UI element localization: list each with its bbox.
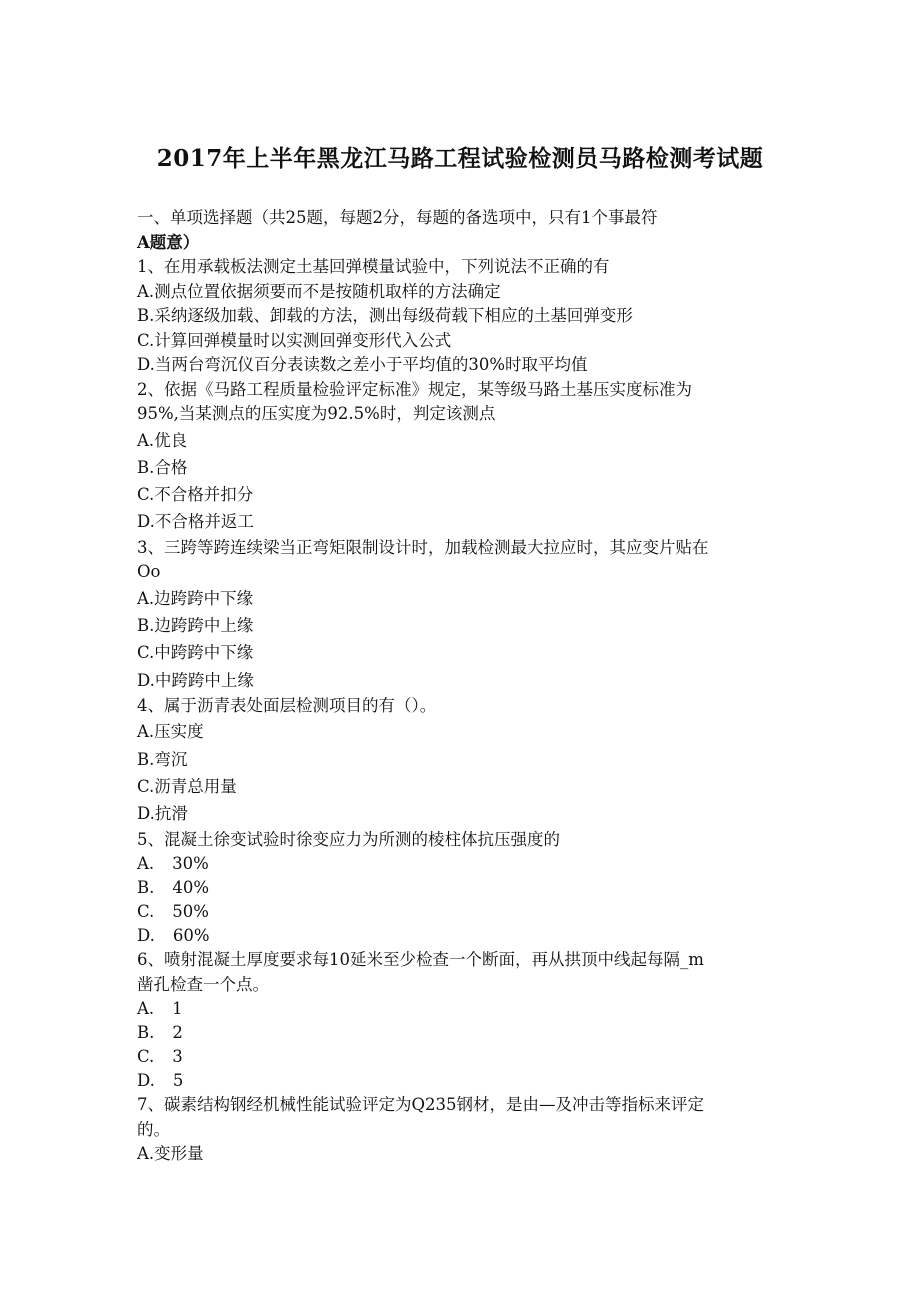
option-d: D.抗滑 bbox=[137, 804, 188, 824]
option-c: C.中跨跨中下缘 bbox=[137, 643, 254, 663]
question-4 bbox=[137, 694, 787, 828]
option-c: C.不合格并扣分 bbox=[137, 485, 254, 505]
option-value: 5 bbox=[172, 1071, 184, 1091]
option-a bbox=[137, 997, 787, 1021]
option-a: A.压实度 bbox=[137, 722, 204, 742]
option-value: 50% bbox=[172, 902, 209, 922]
option-d: D.当两台弯沉仪百分表读数之差小于平均值的30%时取平均值 bbox=[137, 355, 588, 374]
option-value: 30% bbox=[172, 854, 209, 874]
question-stem: 6、喷射混凝土厚度要求每10延米至少检查一个断面，再从拱顶中线起每隔_m bbox=[137, 950, 704, 970]
question-5 bbox=[137, 828, 787, 949]
option-a: A.边跨跨中下缘 bbox=[137, 588, 254, 608]
option-b: B.合格 bbox=[137, 457, 188, 477]
document-title: 2017年上半年黑龙江马路工程试验检测员马路检测考试题 bbox=[156, 145, 764, 172]
option-letter: B. bbox=[137, 1023, 155, 1043]
question-stem-continued: 的。 bbox=[137, 1119, 170, 1139]
option-d: D.中跨跨中上缘 bbox=[137, 670, 254, 690]
document-body bbox=[137, 206, 787, 1167]
option-value: 1 bbox=[172, 999, 183, 1019]
option-letter: C. bbox=[137, 902, 155, 922]
option-value: 40% bbox=[172, 878, 210, 898]
option-b: B.边跨跨中上缘 bbox=[137, 615, 254, 635]
option-b bbox=[137, 1021, 787, 1045]
option-a: A.优良 bbox=[137, 430, 188, 450]
question-1 bbox=[137, 255, 787, 378]
question-7 bbox=[137, 1093, 787, 1167]
option-b: B.采纳逐级加载、卸载的方法，测出每级荷载下相应的土基回弹变形 bbox=[137, 306, 633, 325]
section-heading-line-1: 一、单项选择题（共25题，每题2分，每题的备选项中，只有1个事最符 bbox=[137, 208, 658, 227]
option-a: A.变形量 bbox=[137, 1144, 204, 1164]
section-heading-line-2: A题意） bbox=[137, 232, 200, 252]
question-stem: 2、依据《马路工程质量检验评定标准》规定，某等级马路土基压实度标准为 bbox=[137, 379, 692, 399]
option-d: D.不合格并返工 bbox=[137, 512, 254, 532]
question-3 bbox=[137, 536, 787, 694]
option-letter: A. bbox=[137, 999, 155, 1019]
option-b bbox=[137, 876, 787, 900]
option-d bbox=[137, 924, 787, 948]
option-b: B.弯沉 bbox=[137, 749, 188, 769]
option-letter: D. bbox=[137, 1071, 155, 1091]
option-letter: A. bbox=[137, 854, 155, 874]
option-letter: B. bbox=[137, 878, 155, 898]
option-a: A.测点位置依据须要而不是按随机取样的方法确定 bbox=[137, 281, 501, 301]
question-stem: 3、三跨等跨连续梁当正弯矩限制设计时，加载检测最大拉应时，其应变片贴在 bbox=[137, 537, 709, 557]
question-2 bbox=[137, 378, 787, 536]
option-letter: C. bbox=[137, 1047, 155, 1067]
option-a bbox=[137, 852, 787, 876]
question-stem: 1、在用承载板法测定土基回弹模量试验中，下列说法不正确的有 bbox=[137, 257, 610, 276]
question-stem: 4、属于沥青表处面层检测项目的有（）。 bbox=[137, 695, 437, 715]
question-stem-continued: Oo bbox=[137, 562, 161, 582]
option-value: 60% bbox=[172, 926, 210, 946]
option-d bbox=[137, 1069, 787, 1093]
question-stem: 7、碳素结构钢经机械性能试验评定为Q235钢材，是由—及冲击等指标来评定 bbox=[137, 1095, 705, 1115]
option-c: C.计算回弹模量时以实测回弹变形代入公式 bbox=[137, 330, 452, 350]
option-value: 3 bbox=[172, 1047, 183, 1067]
option-c bbox=[137, 1045, 787, 1069]
option-c bbox=[137, 900, 787, 924]
option-letter: D. bbox=[137, 926, 155, 946]
question-stem-continued: 凿孔检查一个点。 bbox=[137, 974, 269, 994]
question-stem-continued: 95%,当某测点的压实度为92.5%时，判定该测点 bbox=[137, 404, 496, 423]
option-c: C.沥青总用量 bbox=[137, 776, 237, 796]
question-6 bbox=[137, 948, 787, 1093]
question-stem: 5、混凝土徐变试验时徐变应力为所测的棱柱体抗压强度的 bbox=[137, 829, 560, 849]
option-value: 2 bbox=[172, 1023, 183, 1043]
